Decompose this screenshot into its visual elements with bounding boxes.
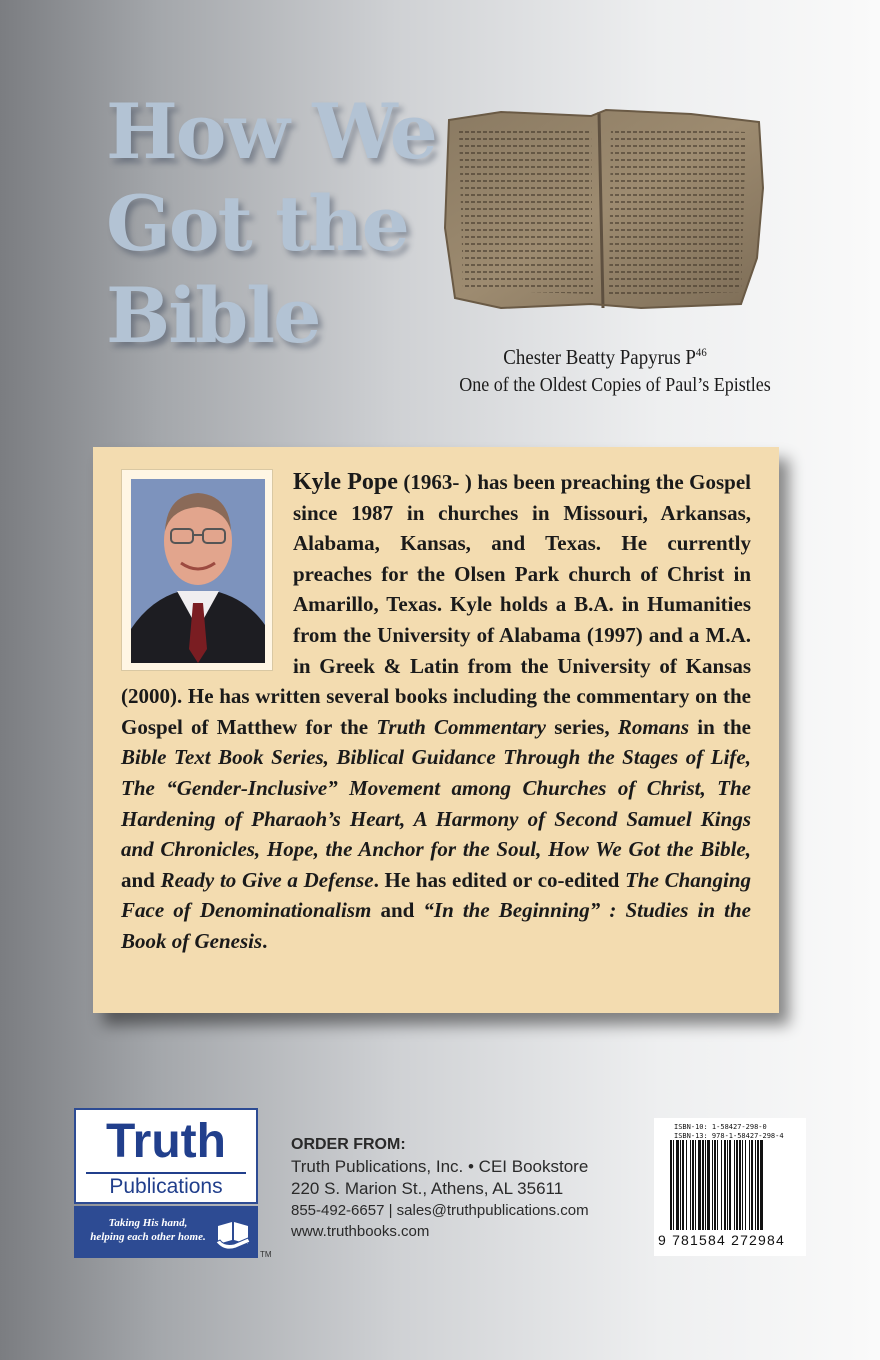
- trademark: TM: [260, 1250, 272, 1259]
- papyrus-image: [441, 108, 766, 312]
- title-line-1: How We: [106, 87, 436, 176]
- order-heading: ORDER FROM:: [291, 1136, 406, 1153]
- caption-line-2: One of the Oldest Copies of Paul’s Epistles: [459, 374, 771, 396]
- author-bio-text: Kyle Pope (1963- ) has been preaching the Gospel since 1987 in churches in Missouri, Arkansas, Alabama, Kansas, and Texas. He currently preaches for the Olsen Park church of Christ in Amarillo, Texas. Kyle holds a B.A. in Humanities from the University of Alabama (1997) and a M.A. in Greek & Latin from the University of Kansas (2000). He has written several books including the commentary on the Gospel of Matthew for the Truth Commentary series, Romans in the Bible Text Book Series, Biblical Guidance Through the Stages of Life, The “Gender-Inclusive” Movement among Churches of Christ, The Hardening of Pharaoh’s Heart, A Harmony of Second Samuel Kings and Chronicles, Hope, the Anchor for the Soul, How We Got the Bible, and Ready to Give a Defense. He has edited or co-edited The Changing Face of Denominationalism and “In the Beginning” : Studies in the Book of Genesis.: [121, 469, 752, 953]
- order-line-2: 220 S. Marion St., Athens, AL 35611: [291, 1179, 564, 1198]
- author-name: Kyle Pope: [293, 469, 398, 495]
- barcode-bars: [670, 1140, 802, 1232]
- logo-word: Truth: [106, 1115, 226, 1168]
- truth-publications-logo: [74, 1108, 258, 1258]
- isbn-10: ISBN-10: 1-58427-298-0: [674, 1123, 767, 1131]
- title-line-3: Bible: [106, 271, 320, 360]
- order-line-4: www.truthbooks.com: [291, 1223, 430, 1240]
- book-title: [106, 86, 436, 362]
- order-info: [291, 1134, 631, 1242]
- author-bio-panel: [93, 447, 779, 1013]
- order-line-3: 855-492-6657 | sales@truthpublications.com: [291, 1202, 589, 1219]
- papyrus-caption: [400, 338, 810, 399]
- hand-book-icon: [214, 1212, 252, 1252]
- barcode-digits: 9 781584 272984: [658, 1232, 785, 1248]
- title-line-2: Got the: [106, 179, 408, 268]
- logo-sub: Publications: [109, 1175, 223, 1198]
- order-line-1: Truth Publications, Inc. • CEI Bookstore: [291, 1157, 589, 1176]
- isbn-barcode: [654, 1118, 806, 1256]
- caption-line-1: Chester Beatty Papyrus $P^{46}$: [503, 345, 707, 369]
- isbn-13: ISBN-13: 978-1-58427-298-4: [674, 1132, 784, 1140]
- logo-tagline: Taking His hand, helping each other home.: [90, 1217, 206, 1243]
